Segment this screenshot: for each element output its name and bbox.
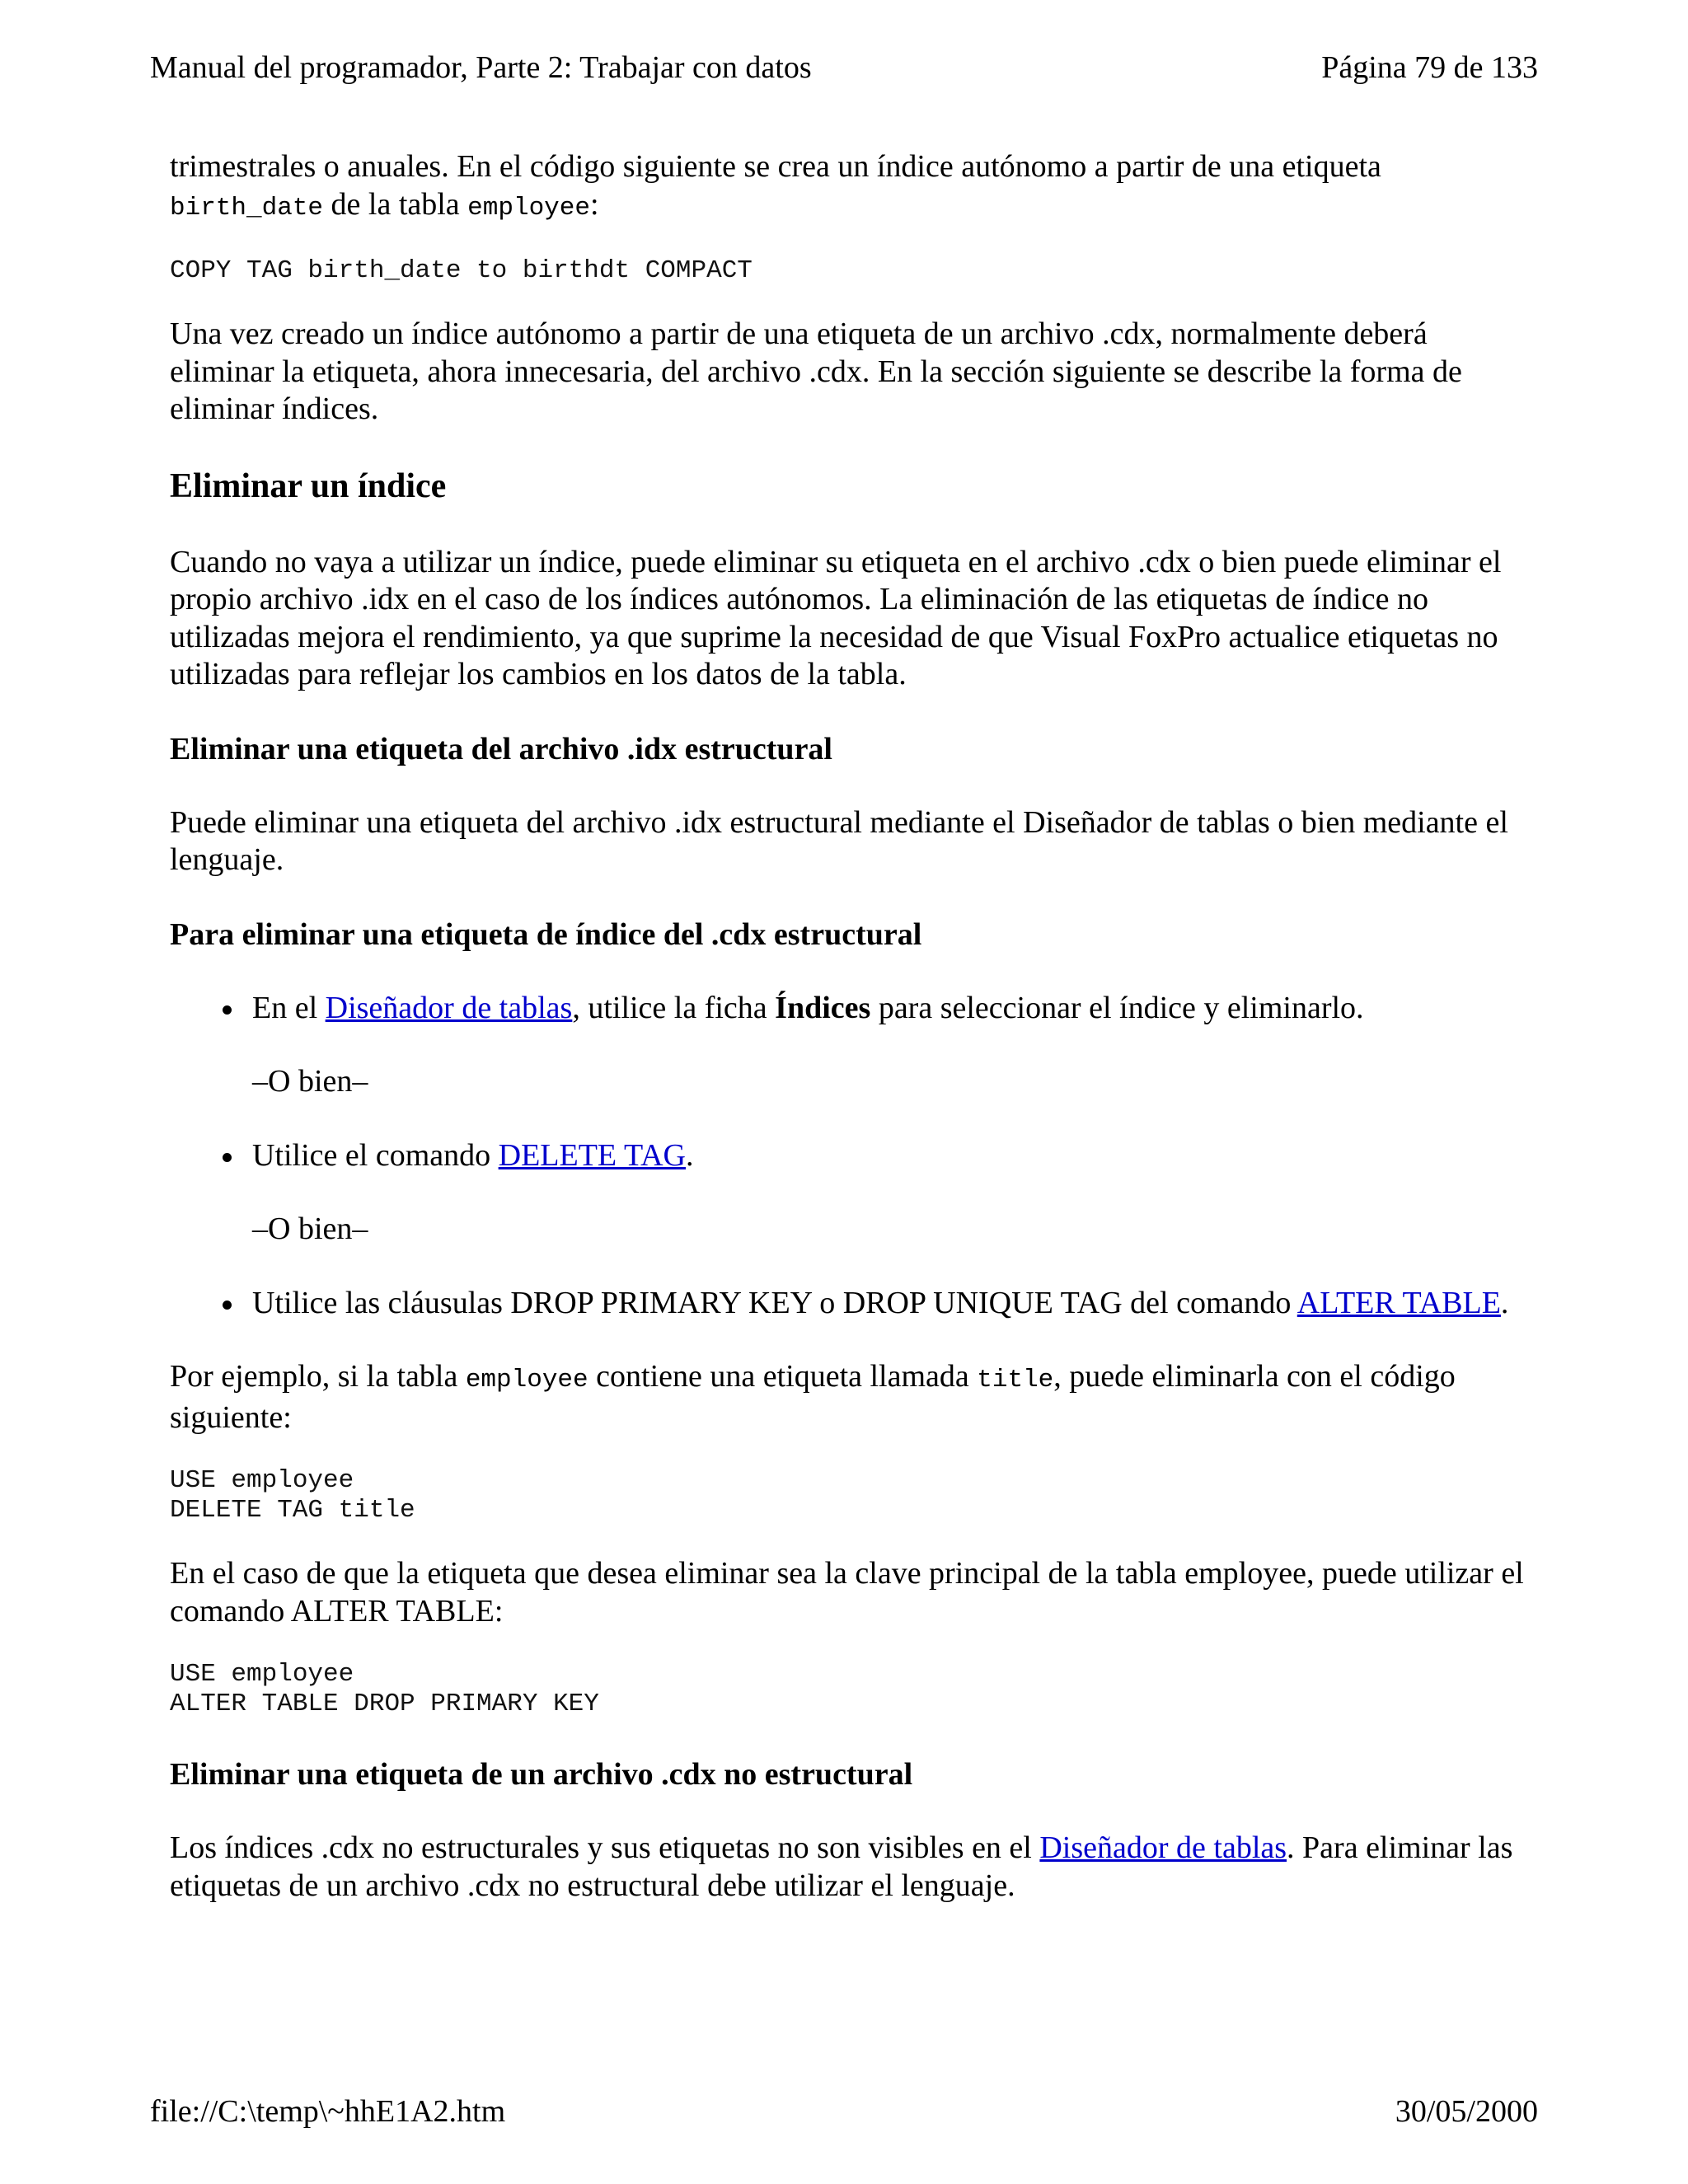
inline-code-birth-date: birth_date bbox=[170, 193, 324, 223]
page-number: Página 79 de 133 bbox=[1321, 50, 1538, 85]
link-delete-tag[interactable]: DELETE TAG bbox=[498, 1137, 686, 1173]
heading-eliminar-indice: Eliminar un índice bbox=[170, 466, 447, 505]
page-header-title: Manual del programador, Parte 2: Trabajar con datos bbox=[150, 50, 812, 85]
paragraph-example-title: Por ejemplo, si la tabla employee contiene una etiqueta llamada title, puede eliminarla con el código siguiente: bbox=[170, 1359, 1456, 1435]
list-item-delete-tag: Utilice el comando DELETE TAG. bbox=[170, 1137, 1538, 1175]
paragraph-non-structural-cdx: Los índices .cdx no estructurales y sus etiquetas no son visibles en el Diseñador de tablas. Para eliminar las etiquetas de un archivo .cdx no estructural debe utilizar el lenguaje. bbox=[170, 1830, 1513, 1903]
heading-procedure-cdx: Para eliminar una etiqueta de índice del .cdx estructural bbox=[170, 916, 922, 952]
or-separator: –O bien– bbox=[252, 1064, 368, 1099]
heading-eliminar-etiqueta-cdx-no-estructural: Eliminar una etiqueta de un archivo .cdx no estructural bbox=[170, 1757, 913, 1792]
page-footer-path: file://C:\temp\~hhE1A2.htm bbox=[150, 2094, 506, 2129]
code-block-delete-tag: USE employee DELETE TAG title bbox=[170, 1466, 415, 1525]
link-disenador-de-tablas[interactable]: Diseñador de tablas bbox=[325, 990, 573, 1025]
list-item-alter-table: Utilice las cláusulas DROP PRIMARY KEY o DROP UNIQUE TAG del comando ALTER TABLE. bbox=[170, 1285, 1538, 1323]
paragraph-intro: trimestrales o anuales. En el código siguiente se crea un índice autónomo a partir de una etiqueta birth_date de la tabla employee: bbox=[170, 149, 1381, 223]
document-content bbox=[170, 148, 1538, 2013]
paragraph-primary-key: En el caso de que la etiqueta que desea eliminar sea la clave principal de la tabla employee, puede utilizar el comando ALTER TABLE: bbox=[170, 1556, 1524, 1629]
inline-code-employee: employee bbox=[465, 1366, 588, 1394]
code-block-copy-tag: COPY TAG birth_date to birthdt COMPACT bbox=[170, 256, 753, 285]
paragraph-standalone-index: Una vez creado un índice autónomo a partir de una etiqueta de un archivo .cdx, normalmente deberá eliminar la etiqueta, ahora innecesaria, del archivo .cdx. En la sección siguiente se describe la forma de eliminar índices. bbox=[170, 316, 1462, 426]
page-footer-date: 30/05/2000 bbox=[1395, 2094, 1538, 2129]
inline-code-employee: employee bbox=[467, 193, 590, 223]
paragraph-delete-tag-methods: Puede eliminar una etiqueta del archivo .idx estructural mediante el Diseñador de tablas o bien mediante el lenguaje. bbox=[170, 804, 1508, 877]
bullet-icon bbox=[223, 1153, 232, 1162]
bullet-icon bbox=[223, 1301, 232, 1310]
bullet-icon bbox=[223, 1005, 232, 1015]
code-block-alter-table: USE employee ALTER TABLE DROP PRIMARY KEY bbox=[170, 1660, 599, 1718]
inline-code-title: title bbox=[977, 1366, 1054, 1394]
link-disenador-de-tablas[interactable]: Diseñador de tablas bbox=[1039, 1830, 1287, 1865]
link-alter-table[interactable]: ALTER TABLE bbox=[1296, 1285, 1501, 1320]
heading-eliminar-etiqueta-idx: Eliminar una etiqueta del archivo .idx estructural bbox=[170, 731, 832, 766]
or-separator: –O bien– bbox=[252, 1212, 368, 1246]
list-item-table-designer: En el Diseñador de tablas, utilice la ficha Índices para seleccionar el índice y eliminarlo. bbox=[170, 990, 1538, 1028]
paragraph-unused-index: Cuando no vaya a utilizar un índice, puede eliminar su etiqueta en el archivo .cdx o bien puede eliminar el propio archivo .idx en el caso de los índices autónomos. La eliminación de las etiquetas de índice no utilizadas mejora el rendimiento, ya que suprime la necesidad de que Visual FoxPro actualice etiquetas no utilizadas para reflejar los cambios en los datos de la tabla. bbox=[170, 544, 1502, 691]
